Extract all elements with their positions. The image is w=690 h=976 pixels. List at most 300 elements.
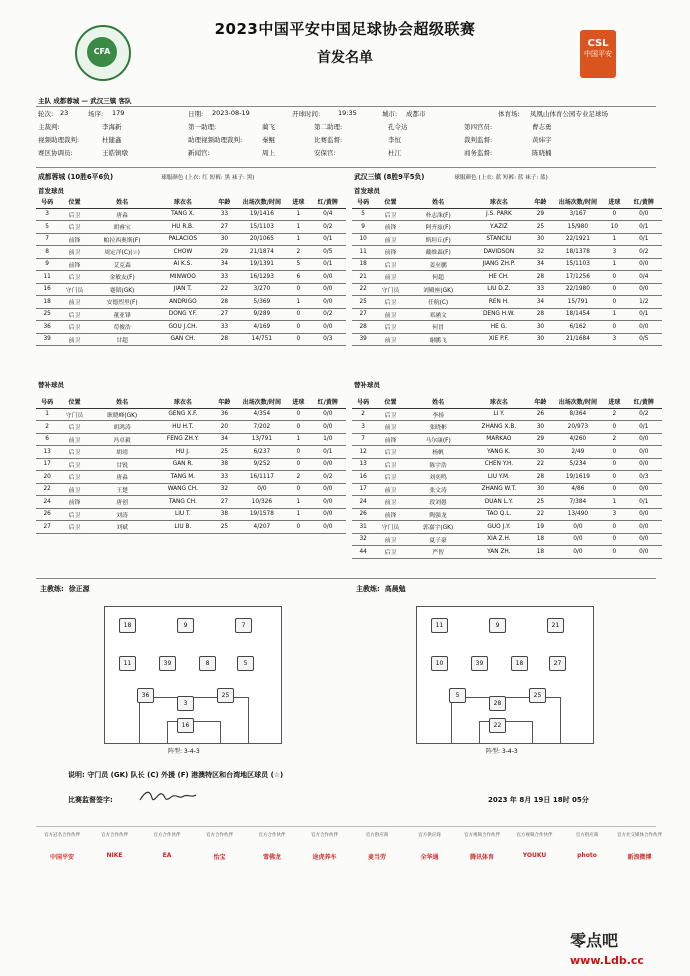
player-cell: 22/1980	[565, 286, 590, 293]
player-cell: 0	[612, 448, 617, 455]
player-cell: MINWOO	[169, 273, 196, 280]
player-cell: 27	[220, 311, 229, 318]
document-subtitle: 首发名单	[317, 50, 373, 66]
player-cell: 后卫	[384, 475, 397, 482]
player-cell: 6	[45, 436, 49, 443]
sponsor-name: 新浪微博	[627, 854, 652, 861]
player-cell: 0/1	[323, 261, 333, 268]
player-cell: 金敏友(F)	[109, 275, 135, 282]
player-cell: JIAN T.	[173, 286, 192, 293]
player-cell: 7/384	[569, 498, 587, 505]
player-cell: 3	[612, 248, 617, 255]
player-cell: 26	[359, 511, 367, 518]
column-header: 出场次数/时间	[242, 399, 281, 407]
player-cell: 0/0	[639, 261, 649, 268]
sponsor-caption: 官方视频合作伙伴	[464, 833, 500, 838]
player-cell: 苟俊浩	[113, 325, 131, 332]
player-row	[352, 233, 662, 246]
player-cell: 杨帆	[432, 450, 444, 457]
player-cell: 0/1	[639, 423, 649, 430]
player-cell: 0/0	[323, 486, 333, 493]
player-cell: 25	[536, 223, 545, 230]
player-cell: 16/1293	[249, 273, 274, 280]
player-row	[36, 321, 346, 334]
player-cell: 1	[612, 261, 617, 268]
player-cell: 3/167	[569, 211, 587, 218]
player-cell: CHEN Y.H.	[484, 461, 514, 468]
watermark-title: 零点吧	[570, 931, 619, 950]
player-cell: REN H.	[488, 298, 509, 305]
player-row	[352, 471, 662, 484]
official-name: 秦鲲	[262, 136, 275, 144]
column-header: 出场次数/时间	[242, 199, 281, 207]
player-cell: 20	[43, 473, 51, 480]
player-cell: 0/0	[323, 523, 333, 530]
player-cell: 19/1391	[249, 261, 274, 268]
player-cell: 0/0	[639, 436, 649, 443]
signed-datetime: 2023 年 8月 19日 18时 05分	[488, 796, 589, 804]
player-cell: 25	[220, 448, 229, 455]
player-row	[352, 496, 662, 509]
player-cell: 0/0	[323, 423, 333, 430]
sponsor-name: 雪佛龙	[262, 854, 281, 861]
player-cell: 18	[359, 261, 367, 268]
player-cell: 前卫	[68, 300, 81, 307]
sponsor-caption: 官方视频合作伙伴	[516, 833, 553, 838]
player-row	[36, 308, 346, 321]
player-cell: 1/2	[639, 298, 649, 305]
player-cell: STANCIU	[486, 236, 512, 243]
player-cell: 陶强龙	[429, 512, 447, 519]
player-cell: HU H.T.	[172, 423, 194, 430]
stadium-label: 体育场:	[498, 110, 520, 118]
player-cell: 0/1	[323, 236, 333, 243]
player-row	[352, 321, 662, 334]
sponsor-logo	[614, 832, 666, 861]
player-cell: 10/326	[251, 498, 273, 505]
sponsor-logo	[561, 832, 613, 859]
player-shirt: 3	[177, 696, 194, 711]
player-cell: 后卫	[68, 325, 81, 332]
player-cell: 0	[296, 486, 301, 493]
sponsor-caption: 官方冠名合作伙伴	[44, 833, 80, 838]
player-cell: 13/490	[567, 511, 589, 518]
player-cell: 后卫	[384, 325, 397, 332]
official-label: 主裁判:	[38, 123, 60, 131]
player-cell: 25	[536, 498, 545, 505]
player-cell: 9	[45, 261, 49, 268]
player-cell: 0/2	[323, 473, 333, 480]
player-cell: 4/260	[569, 436, 587, 443]
column-header: 姓名	[116, 399, 129, 407]
match-no-value: 179	[112, 109, 125, 117]
csl-logo-text: CSL	[587, 38, 609, 49]
player-row	[352, 333, 662, 346]
player-cell: 4/86	[571, 486, 585, 493]
column-header: 位置	[68, 399, 81, 407]
player-cell: 18/1378	[565, 248, 590, 255]
player-cell: 8/364	[569, 411, 587, 418]
player-cell: GUO J.Y.	[487, 523, 511, 530]
player-cell: 0	[296, 411, 301, 418]
player-cell: 21/1874	[249, 248, 274, 255]
player-shirt: 28	[489, 696, 506, 711]
goal-area	[479, 721, 533, 744]
player-cell: 前卫	[68, 337, 81, 344]
player-cell: ZHANG X.B.	[481, 423, 517, 430]
player-cell: 25	[43, 311, 51, 318]
player-cell: 0/0	[639, 486, 649, 493]
player-row	[352, 208, 662, 221]
player-row	[352, 271, 662, 284]
official-name: 黄炜宇	[532, 136, 552, 144]
divider	[36, 167, 656, 168]
player-cell: 19	[536, 523, 545, 530]
column-header: 红/黄牌	[633, 399, 654, 407]
player-cell: 严智	[432, 550, 444, 557]
sponsor-caption: 官方合作伙伴	[101, 833, 128, 838]
column-header: 球衣名	[489, 399, 508, 407]
player-cell: 何冒	[432, 325, 444, 332]
city-label: 城市:	[382, 110, 398, 118]
sponsor-caption: 官方供应商	[575, 833, 599, 838]
player-cell: 39	[359, 336, 367, 343]
player-cell: 0/0	[639, 286, 649, 293]
player-shirt: 22	[489, 718, 506, 733]
player-cell: LIU B.	[174, 523, 192, 530]
player-shirt: 9	[489, 618, 506, 633]
player-cell: 16	[359, 473, 367, 480]
player-cell: 30	[536, 448, 545, 455]
player-cell: 1	[296, 511, 301, 518]
player-cell: 38	[220, 511, 229, 518]
player-cell: 10	[359, 236, 367, 243]
column-header: 出场次数/时间	[558, 399, 597, 407]
player-cell: 0	[612, 536, 617, 543]
away-starters-label: 首发球员	[354, 187, 380, 195]
player-cell: XIA Z.H.	[487, 536, 511, 543]
player-cell: 段刘愚	[429, 500, 447, 507]
player-cell: 冯卓毅	[113, 437, 131, 444]
player-cell: 19/1619	[565, 473, 590, 480]
sponsor-logo	[36, 832, 88, 861]
player-cell: 守门员	[65, 412, 84, 419]
player-cell: 0/2	[639, 411, 649, 418]
player-cell: 0/0	[639, 523, 649, 530]
player-cell: 守门员	[65, 287, 84, 294]
away-formation: 阵型: 3-4-3	[486, 748, 518, 755]
player-cell: 33	[220, 273, 229, 280]
player-cell: 1	[296, 211, 301, 218]
player-row	[352, 483, 662, 496]
away-subs-table	[352, 396, 662, 559]
player-cell: 0/0	[639, 448, 649, 455]
player-cell: 0/0	[573, 536, 583, 543]
sponsor-name: 中国平安	[49, 854, 74, 861]
player-cell: 15/980	[567, 223, 589, 230]
player-cell: 14/751	[251, 336, 273, 343]
player-cell: 16/1117	[249, 473, 274, 480]
home-subs-label: 替补球员	[38, 381, 64, 389]
player-cell: 0	[296, 286, 301, 293]
sponsor-logo	[456, 832, 508, 861]
player-cell: 25	[220, 523, 229, 530]
sponsor-caption: 官方合作伙伴	[153, 833, 181, 838]
player-cell: 前锋	[68, 500, 81, 507]
player-cell: 前卫	[384, 537, 397, 544]
player-cell: 0/0	[323, 286, 333, 293]
player-shirt: 39	[159, 656, 176, 671]
player-row	[352, 458, 662, 471]
player-cell: 20	[220, 423, 229, 430]
matchup-text: 主队 成都蓉城 — 武汉三镇 客队	[38, 97, 132, 105]
player-row	[352, 246, 662, 259]
document-header	[0, 18, 690, 67]
player-cell: 陈宇浩	[429, 462, 447, 469]
home-coach	[40, 584, 90, 594]
player-cell: 后卫	[68, 525, 81, 532]
player-cell: 后卫	[384, 262, 397, 269]
player-cell: 0/5	[323, 248, 333, 255]
player-cell: 后卫	[384, 550, 397, 557]
player-cell: HE CH.	[488, 273, 509, 280]
player-cell: 13/791	[251, 436, 273, 443]
player-cell: 2	[296, 248, 301, 255]
player-cell: 后卫	[68, 450, 81, 457]
player-cell: 2	[296, 473, 301, 480]
player-cell: HU R.B.	[171, 223, 194, 230]
sponsor-bar	[36, 832, 666, 872]
away-team-colors: 球服颜色 (上衣: 蓝 短裤: 蓝 袜子: 蓝)	[454, 175, 548, 181]
column-header: 位置	[68, 199, 81, 207]
player-cell: 甘锐	[116, 462, 128, 469]
player-cell: 0/2	[323, 311, 333, 318]
player-cell: 28	[220, 298, 229, 305]
player-row	[36, 421, 346, 434]
player-cell: 20/973	[567, 423, 589, 430]
player-cell: 前卫	[384, 275, 397, 282]
player-cell: 0	[296, 423, 301, 430]
player-cell: 姜至鹏	[429, 262, 447, 269]
player-cell: 30	[536, 336, 545, 343]
official-label: 助理视频助理裁判:	[188, 136, 243, 144]
player-cell: 周定洋(C)(☆)	[104, 250, 140, 257]
home-starters-table	[36, 196, 346, 346]
player-cell: 后卫	[384, 462, 397, 469]
player-cell: 0/0	[639, 323, 649, 330]
player-cell: 28	[536, 273, 545, 280]
table-header-row	[352, 196, 662, 208]
player-cell: 0/0	[323, 298, 333, 305]
official-name: 曹志勇	[532, 123, 552, 131]
player-cell: 5/369	[253, 298, 271, 305]
official-name: 杜健鑫	[102, 136, 122, 144]
player-cell: HU J.	[175, 448, 190, 455]
sponsor-caption: 官方合作伙伴	[311, 833, 338, 838]
away-subs-label: 替补球员	[354, 381, 380, 389]
player-cell: 34	[220, 261, 229, 268]
player-cell: 后卫	[68, 275, 81, 282]
home-coach-label: 主教练:	[40, 585, 64, 593]
divider	[36, 826, 656, 827]
official-name: 李恒	[388, 136, 401, 144]
player-cell: 34	[220, 436, 229, 443]
player-cell: 前锋	[384, 512, 397, 519]
player-cell: 后卫	[68, 312, 81, 319]
player-cell: 任航(C)	[428, 300, 449, 307]
away-starters-table	[352, 196, 662, 346]
sponsor-caption: 官方合作伙伴	[258, 833, 286, 838]
player-cell: 29	[536, 436, 545, 443]
signature-image	[138, 786, 198, 806]
player-cell: 0/4	[323, 211, 333, 218]
column-header: 出场次数/时间	[558, 199, 597, 207]
official-label: 第四官员:	[464, 123, 493, 131]
player-cell: TAO Q.L.	[486, 511, 512, 518]
player-cell: 34	[536, 261, 545, 268]
player-row	[352, 433, 662, 446]
player-cell: 22	[43, 486, 51, 493]
player-row	[352, 283, 662, 296]
player-cell: 27	[220, 223, 229, 230]
player-shirt: 5	[237, 656, 254, 671]
sponsor-name: YOUKU	[522, 852, 547, 859]
player-cell: WANG CH.	[167, 486, 198, 493]
player-cell: 36	[220, 411, 229, 418]
player-cell: 0/1	[323, 448, 333, 455]
player-shirt: 8	[199, 656, 216, 671]
sponsor-caption: 官方供应商	[365, 833, 389, 838]
player-cell: 0/1	[639, 311, 649, 318]
player-shirt: 25	[217, 688, 234, 703]
player-cell: 6/237	[253, 448, 271, 455]
player-cell: 1	[296, 436, 301, 443]
player-cell: MARKAO	[486, 436, 512, 443]
column-header: 年龄	[534, 199, 547, 207]
player-cell: 12	[359, 448, 367, 455]
player-cell: 18/1454	[565, 311, 590, 318]
player-cell: 5/234	[569, 461, 587, 468]
sponsor-logo	[141, 832, 193, 859]
player-cell: 7/202	[253, 423, 271, 430]
legend-note: 说明: 守门员 (GK) 队长 (C) 外援 (F) 港澳特区和台湾地区球员 (☆)	[68, 771, 284, 779]
player-row	[36, 283, 346, 296]
player-shirt: 36	[137, 688, 154, 703]
player-cell: 15/1103	[565, 261, 590, 268]
player-cell: 4/207	[253, 523, 271, 530]
player-cell: LIU D.Z.	[487, 286, 511, 293]
player-cell: 0	[612, 286, 617, 293]
player-cell: 0/0	[323, 411, 333, 418]
player-cell: 张文涛	[429, 487, 447, 494]
column-header: 进球	[608, 199, 621, 207]
player-cell: 前卫	[384, 425, 397, 432]
player-row	[36, 458, 346, 471]
player-cell: LI Y.	[493, 411, 505, 418]
player-row	[36, 271, 346, 284]
player-cell: DONG Y.F.	[168, 311, 197, 318]
player-cell: 0/0	[639, 211, 649, 218]
player-cell: 27	[359, 311, 367, 318]
player-cell: 9/252	[253, 461, 271, 468]
column-header: 红/黄牌	[633, 199, 654, 207]
player-cell: XIE P.F.	[488, 336, 509, 343]
player-cell: 28	[220, 336, 229, 343]
player-cell: 0	[612, 461, 617, 468]
player-cell: 1	[296, 498, 301, 505]
player-cell: 后卫	[68, 212, 81, 219]
official-label: 安保官:	[314, 149, 336, 157]
away-coach-label: 主教练:	[356, 585, 380, 593]
player-cell: 1/0	[323, 436, 333, 443]
player-cell: 胡靖	[116, 450, 128, 457]
date-label: 日期:	[188, 110, 204, 118]
sponsor-logo	[404, 832, 456, 861]
player-cell: 阿齐兹(F)	[425, 225, 451, 232]
player-cell: 斯坦丘(F)	[425, 237, 451, 244]
player-cell: 7	[361, 436, 365, 443]
player-cell: GAN R.	[172, 461, 194, 468]
player-cell: LIU Y.M.	[487, 473, 510, 480]
player-cell: DAVIDSON	[483, 248, 515, 255]
player-cell: 0	[612, 298, 617, 305]
player-cell: 0/0	[257, 486, 267, 493]
column-header: 年龄	[534, 399, 547, 407]
player-row	[36, 471, 346, 484]
player-cell: 0/0	[323, 498, 333, 505]
player-cell: 31	[359, 523, 367, 530]
column-header: 进球	[292, 399, 305, 407]
player-row	[352, 408, 662, 421]
player-cell: 耿晓峰(GK)	[106, 412, 138, 419]
player-cell: 前卫	[68, 437, 81, 444]
watermark-url: www.Ldb.cc	[570, 954, 644, 967]
player-cell: 0	[296, 323, 301, 330]
player-cell: 20/1065	[249, 236, 274, 243]
home-formation: 阵型: 3-4-3	[168, 748, 200, 755]
player-row	[36, 483, 346, 496]
player-cell: GENG X.F.	[168, 411, 198, 418]
player-cell: 34	[536, 298, 545, 305]
player-cell: 30	[536, 423, 545, 430]
player-cell: 前卫	[384, 237, 397, 244]
sponsor-name: 怡宝	[213, 854, 226, 861]
player-cell: 前锋	[384, 250, 397, 257]
player-cell: 1	[296, 236, 301, 243]
stadium-value: 凤凰山体育公园专业足球场	[530, 110, 608, 118]
player-cell: 22	[220, 286, 229, 293]
away-team-name: 武汉三镇 (8胜9平5负)	[354, 173, 425, 181]
player-cell: 13	[359, 461, 367, 468]
player-cell: 11	[359, 248, 367, 255]
player-cell: 后卫	[384, 450, 397, 457]
away-team-header	[354, 171, 548, 181]
official-label: 比赛监督:	[314, 136, 343, 144]
player-cell: 33	[536, 286, 545, 293]
player-cell: 前锋	[384, 225, 397, 232]
player-cell: 0/0	[573, 548, 583, 555]
sponsor-caption: 官方供应商	[418, 833, 441, 838]
player-cell: 前卫	[384, 312, 397, 319]
official-name: 王皓镇墩	[102, 149, 128, 157]
player-shirt: 11	[119, 656, 136, 671]
player-shirt: 27	[549, 656, 566, 671]
player-cell: 28	[536, 473, 545, 480]
sponsor-logo	[351, 832, 403, 861]
document-title: 2023中国平安中国足球协会超级联赛	[214, 20, 476, 38]
player-cell: 4/169	[253, 323, 271, 330]
official-label: 新闻官:	[188, 149, 210, 157]
